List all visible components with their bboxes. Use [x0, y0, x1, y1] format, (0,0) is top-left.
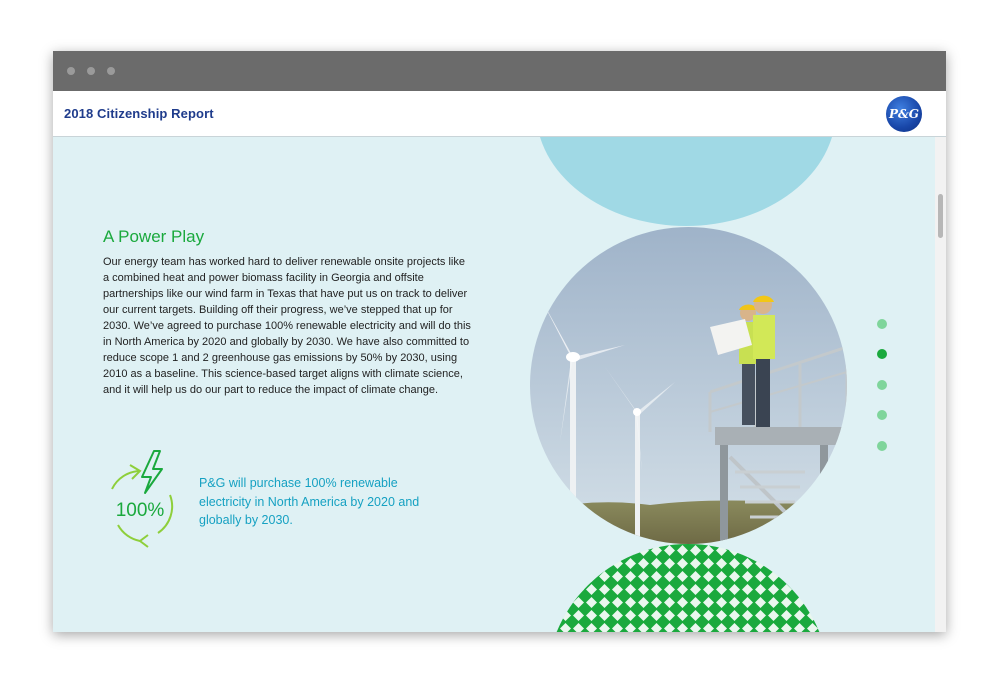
window-titlebar [53, 51, 946, 91]
report-header [53, 91, 946, 137]
decorative-circle-bottom [546, 544, 830, 632]
browser-window [53, 51, 946, 632]
pager-dot[interactable] [877, 380, 887, 390]
pg-logo[interactable]: P&G [886, 96, 922, 132]
pager-dot[interactable] [877, 319, 887, 329]
window-dot-icon[interactable] [67, 67, 75, 75]
pager-dot[interactable] [877, 441, 887, 451]
vertical-scrollbar[interactable] [935, 137, 946, 632]
window-dot-icon[interactable] [87, 67, 95, 75]
section-body: Our energy team has worked hard to deliver renewable onsite projects like a combined heat and power biomass facility in Georgia and offsite partnerships like our wind farm in Texas that have put us on track to deliver our current targets. Building off their progress, we’ve stepped that up for 2030. We’ve agreed to purchase 100% renewable electricity and will do this in North America by 2020 and globally by 2030. We have also committed to reduce scope 1 and 2 greenhouse gas emissions by 50% by 2030, using 2010 as a baseline. This science-based target aligns with climate science, and it will help us do our part to reduce the impact of climate change. [103, 256, 471, 396]
content-area [53, 137, 935, 632]
callout-figure: 100% [115, 500, 165, 521]
renewable-energy-icon [100, 449, 180, 553]
window-dot-icon[interactable] [107, 67, 115, 75]
pager-dot[interactable] [877, 410, 887, 420]
scrollbar-thumb[interactable] [938, 194, 943, 238]
pager-dot-active[interactable] [877, 349, 887, 359]
section-heading: A Power Play [103, 227, 205, 246]
callout-text: P&G will purchase 100% renewable electricity in North America by 2020 and globally by 2030. [199, 476, 420, 527]
decorative-circle-top [536, 137, 836, 226]
report-title[interactable]: 2018 Citizenship Report [64, 106, 214, 121]
wind-turbine-photo [530, 227, 847, 544]
